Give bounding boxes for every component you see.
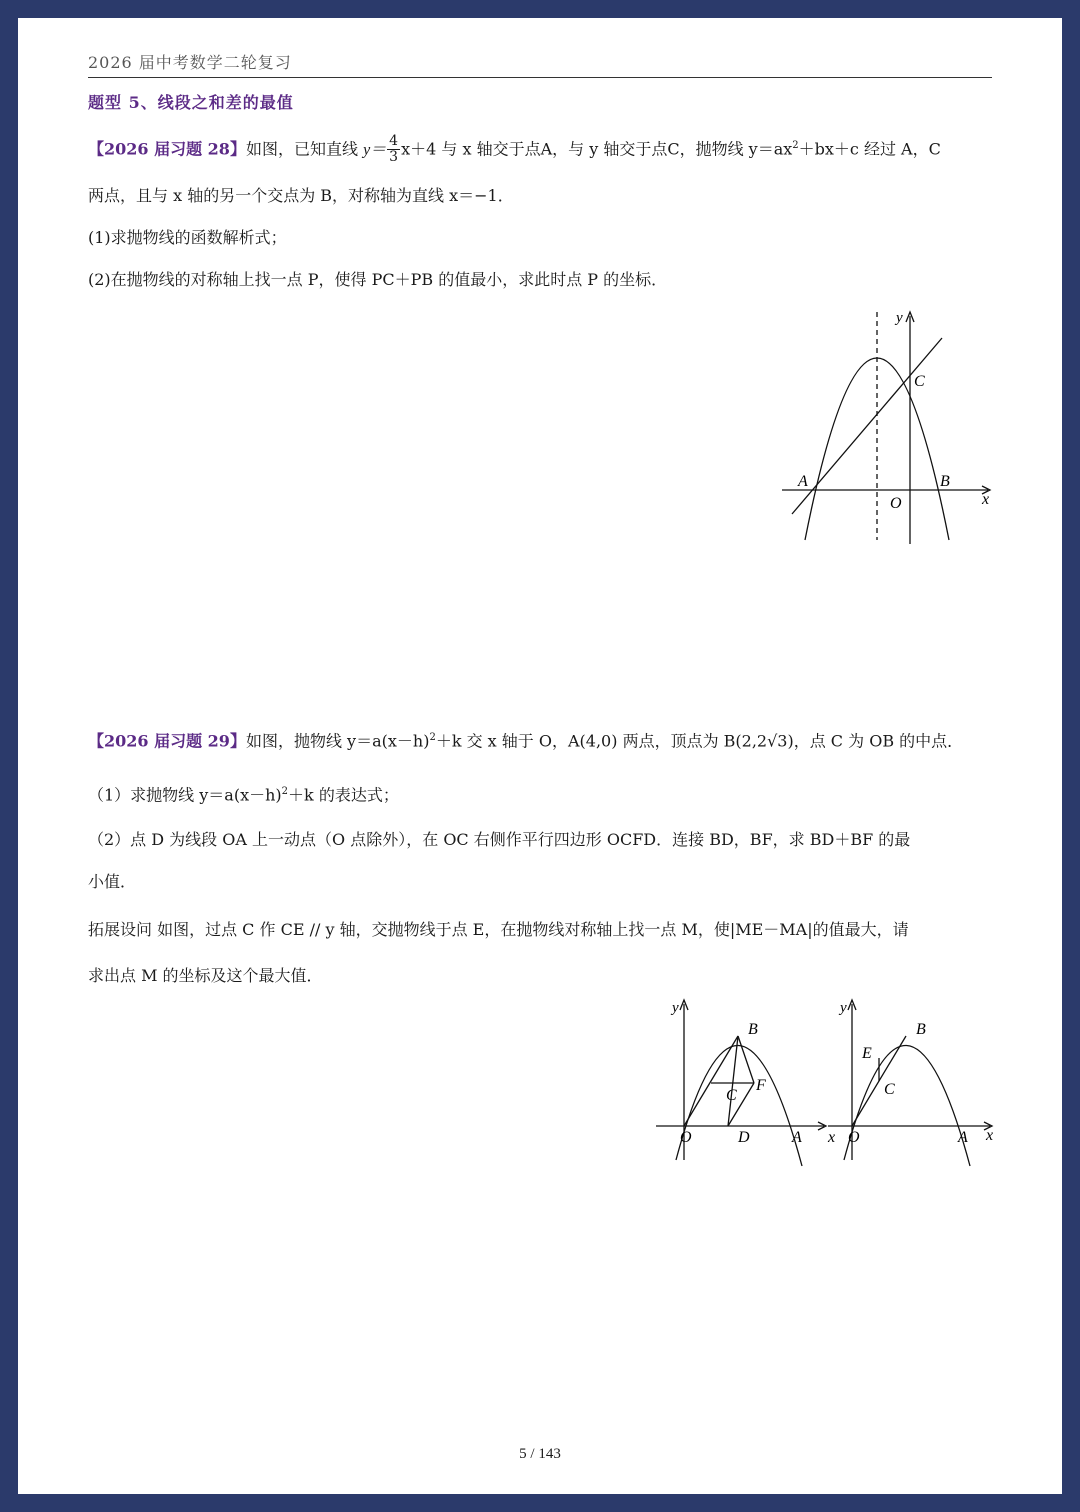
q29-extension1: 拓展设问 如图，过点 C 作 CE // y 轴，交抛物线于点 E，在抛物线对称轴上找一点 M，使|ME－MA|的值最大，请 <box>88 920 909 939</box>
q28-figure <box>778 308 1008 548</box>
label-a: A <box>798 473 808 490</box>
label-e: E <box>862 1045 872 1062</box>
q28-line2: 两点，且与 x 轴的另一个交点为 B，对称轴为直线 x＝−1． <box>88 186 514 205</box>
label-b: B <box>916 1021 926 1038</box>
q28-part1: (1)求抛物线的函数解析式； <box>88 228 287 247</box>
label-a: A <box>792 1129 802 1146</box>
q29-tag: 【2026 届习题 29】 <box>88 731 246 751</box>
q28-line1: 【2026 届习题 28】如图，已知直线 y＝ $\frac{4}{3}$ x＋4 与 x 轴交于点A，与 y 轴交于点C，抛物线 $y=ax^2+bx+c$ 经过 A，C <box>88 133 941 166</box>
label-y: y <box>840 1000 847 1016</box>
q29-part2b: 小值． <box>88 872 137 891</box>
q28-fraction: $\frac{4}{3}$ <box>389 133 399 166</box>
q29-figure-2 <box>826 996 996 1166</box>
q28-part2: (2)在抛物线的对称轴上找一点 P，使得 PC＋PB 的值最小，求此时点 P 的坐标． <box>88 270 668 289</box>
label-x: x <box>828 1129 836 1146</box>
section-title: 题型 5、线段之和差的最值 <box>88 93 294 112</box>
label-c: C <box>914 373 925 390</box>
line-ac <box>792 338 942 514</box>
q28-intro: 如图，已知直线 <box>245 139 358 159</box>
label-y: y <box>672 1000 679 1016</box>
label-o: O <box>848 1129 860 1146</box>
parabola <box>844 1045 970 1166</box>
document-page <box>18 18 1062 1494</box>
q28-line-rest2: ＋bx＋c 经过 A，C <box>798 139 941 159</box>
label-o: O <box>890 495 902 512</box>
page-number: 5 / 143 <box>519 1446 561 1462</box>
page-header: 2026 届中考数学二轮复习 <box>88 50 992 78</box>
label-y: y <box>896 310 903 326</box>
q29-part1: （1）求抛物线 $y=a(x-h)^2+k$ 的表达式； <box>88 785 399 805</box>
label-a: A <box>958 1129 968 1146</box>
label-x: x <box>986 1127 994 1144</box>
label-b: B <box>748 1021 758 1038</box>
label-f: F <box>756 1077 766 1094</box>
q28-tag: 【2026 届习题 28】 <box>88 139 246 159</box>
segment-bf <box>738 1036 754 1083</box>
q29-extension2: 求出点 M 的坐标及这个最大值． <box>88 966 323 985</box>
q29-part2: （2）点 D 为线段 OA 上一动点（O 点除外），在 OC 右侧作平行四边形 OCFD．连接 BD，BF，求 BD＋BF 的最 <box>88 830 911 849</box>
label-d: D <box>738 1129 750 1146</box>
label-b: B <box>940 473 950 490</box>
label-o: O <box>680 1129 692 1146</box>
label-x: x <box>982 491 990 508</box>
parabola <box>676 1045 802 1166</box>
label-c: C <box>726 1087 737 1104</box>
q28-line-rest: x＋4 与 x 轴交于点A，与 y 轴交于点C，抛物线 y＝ax <box>401 139 793 159</box>
q29-figure-1 <box>654 996 834 1166</box>
label-c: C <box>884 1081 895 1098</box>
q29-line1: 【2026 届习题 29】如图，抛物线 $y=a(x-h)^2+k$ 交 x 轴于 O，A(4,0) 两点，顶点为 B(2,2√3)，点 C 为 OB 的中点． <box>88 731 964 751</box>
